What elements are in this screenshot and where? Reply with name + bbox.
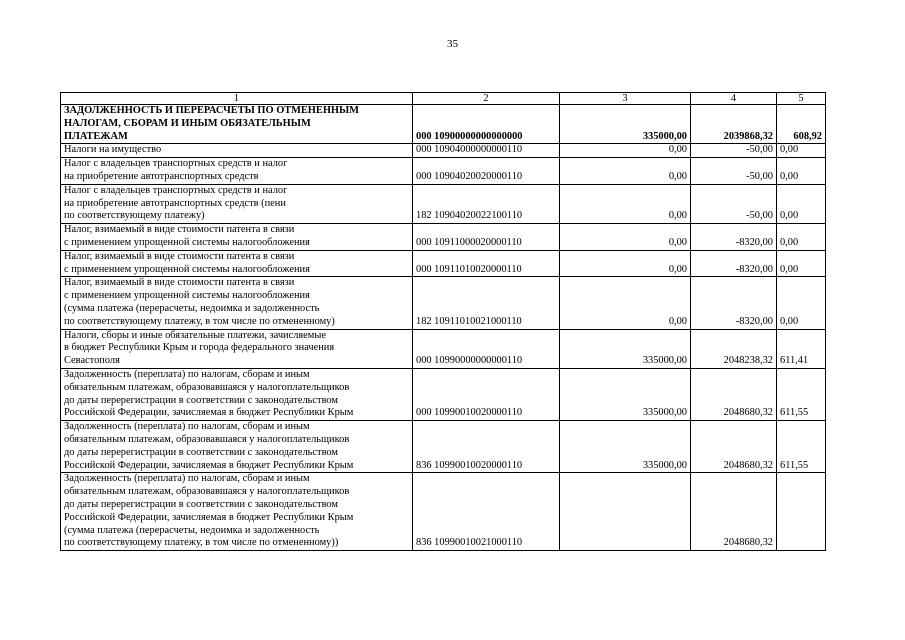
- row-name: Налоги, сборы и иные обязательные платежи, зачисляемые в бюджет Республики Крым и города федерального значения Севастополя: [61, 329, 413, 368]
- row-value-col3: 0,00: [560, 250, 691, 277]
- row-value-col3: 0,00: [560, 144, 691, 158]
- row-value-col3: 335000,00: [560, 368, 691, 420]
- row-value-col5: 0,00: [777, 277, 826, 329]
- row-name: Задолженность (переплата) по налогам, сборам и иным обязательным платежам, образовавшаяся у налогоплательщиков до даты перерегистрации в соответствии с законодательством Российской Федерации, зачисляемая в бюджет Республики Крым: [61, 368, 413, 420]
- row-value-col3: 335000,00: [560, 105, 691, 144]
- row-value-col3: 335000,00: [560, 421, 691, 473]
- table-row: [61, 105, 826, 144]
- row-value-col5: 0,00: [777, 158, 826, 185]
- row-name: Задолженность (переплата) по налогам, сборам и иным обязательным платежам, образовавшаяся у налогоплательщиков до даты перерегистрации в соответствии с законодательством Российской Федерации, зачисляемая в бюджет Республики Крым (сумма платежа (перерасчеты, недоимка и задолженность по соответствующему платежу, в том числе по отмененному)): [61, 473, 413, 551]
- row-value-col5: 608,92: [777, 105, 826, 144]
- row-code: 000 10900000000000000: [413, 105, 560, 144]
- row-code: 000 10904020020000110: [413, 158, 560, 185]
- table-row: [61, 158, 826, 185]
- row-name: Налог, взимаемый в виде стоимости патента в связи с применением упрощенной системы налогообложения: [61, 250, 413, 277]
- table-row: [61, 250, 826, 277]
- row-value-col4: -50,00: [691, 144, 777, 158]
- row-code: 000 10990010020000110: [413, 368, 560, 420]
- row-name: Налог с владельцев транспортных средств и налог на приобретение автотранспортных средств (пени по соответствующему платежу): [61, 184, 413, 223]
- row-value-col5: 611,55: [777, 368, 826, 420]
- table-row: [61, 184, 826, 223]
- row-code: 000 10911010020000110: [413, 250, 560, 277]
- row-value-col3: 0,00: [560, 224, 691, 251]
- row-value-col3: [560, 473, 691, 551]
- row-code: 000 10904000000000110: [413, 144, 560, 158]
- table-row: [61, 421, 826, 473]
- row-name: Задолженность (переплата) по налогам, сборам и иным обязательным платежам, образовавшаяся у налогоплательщиков до даты перерегистрации в соответствии с законодательством Российской Федерации, зачисляемая в бюджет Республики Крым: [61, 421, 413, 473]
- row-value-col5: 611,41: [777, 329, 826, 368]
- row-value-col4: -8320,00: [691, 277, 777, 329]
- column-header-4: 4: [691, 93, 777, 105]
- table-row: [61, 277, 826, 329]
- row-value-col5: 0,00: [777, 144, 826, 158]
- row-value-col4: 2048680,32: [691, 421, 777, 473]
- table-row: [61, 473, 826, 551]
- table-row: [61, 224, 826, 251]
- row-value-col4: -8320,00: [691, 224, 777, 251]
- row-value-col5: 0,00: [777, 184, 826, 223]
- column-header-5: 5: [777, 93, 826, 105]
- row-value-col3: 0,00: [560, 158, 691, 185]
- row-name: Налог, взимаемый в виде стоимости патента в связи с применением упрощенной системы налогообложения: [61, 224, 413, 251]
- column-header-3: 3: [560, 93, 691, 105]
- page-number: 35: [447, 38, 458, 50]
- column-header-2: 2: [413, 93, 560, 105]
- row-value-col4: 2048680,32: [691, 368, 777, 420]
- row-value-col5: 0,00: [777, 250, 826, 277]
- row-code: 000 10990000000000110: [413, 329, 560, 368]
- table-row: [61, 368, 826, 420]
- row-value-col4: -50,00: [691, 184, 777, 223]
- row-value-col4: -50,00: [691, 158, 777, 185]
- row-code: 000 10911000020000110: [413, 224, 560, 251]
- row-code: 836 10990010020000110: [413, 421, 560, 473]
- row-name: Налог с владельцев транспортных средств и налог на приобретение автотранспортных средств: [61, 158, 413, 185]
- row-code: 182 10904020022100110: [413, 184, 560, 223]
- row-value-col4: 2039868,32: [691, 105, 777, 144]
- row-name: ЗАДОЛЖЕННОСТЬ И ПЕРЕРАСЧЕТЫ ПО ОТМЕНЕННЫМ НАЛОГАМ, СБОРАМ И ИНЫМ ОБЯЗАТЕЛЬНЫМ ПЛАТЕЖАМ: [61, 105, 413, 144]
- row-value-col3: 0,00: [560, 184, 691, 223]
- row-value-col5: 0,00: [777, 224, 826, 251]
- row-name: Налог, взимаемый в виде стоимости патента в связи с применением упрощенной системы налогообложения (сумма платежа (перерасчеты, недоимка и задолженность по соответствующему платежу, в том числе по отмененному): [61, 277, 413, 329]
- row-code: 182 10911010021000110: [413, 277, 560, 329]
- column-number-row: [61, 93, 826, 105]
- table-row: [61, 144, 826, 158]
- row-code: 836 10990010021000110: [413, 473, 560, 551]
- row-value-col3: 335000,00: [560, 329, 691, 368]
- row-value-col3: 0,00: [560, 277, 691, 329]
- row-value-col5: [777, 473, 826, 551]
- row-value-col4: 2048680,32: [691, 473, 777, 551]
- row-value-col4: -8320,00: [691, 250, 777, 277]
- column-header-1: 1: [61, 93, 413, 105]
- row-value-col4: 2048238,32: [691, 329, 777, 368]
- budget-table: [60, 92, 826, 551]
- row-name: Налоги на имущество: [61, 144, 413, 158]
- table-row: [61, 329, 826, 368]
- row-value-col5: 611,55: [777, 421, 826, 473]
